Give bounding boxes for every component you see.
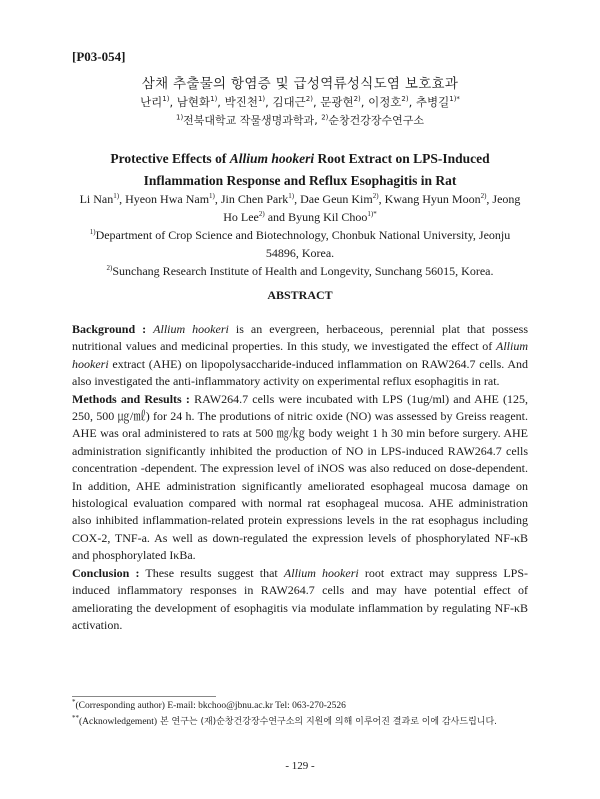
author-separator: and bbox=[264, 210, 289, 224]
english-affiliation-1 bbox=[72, 226, 528, 262]
author-separator: , bbox=[294, 192, 301, 206]
conclusion-paragraph bbox=[72, 565, 528, 635]
author-separator: , bbox=[169, 95, 177, 109]
author-name: Jin Chen Park bbox=[220, 192, 289, 206]
author-sup: 1)* bbox=[367, 210, 377, 218]
author-separator: , bbox=[486, 192, 493, 206]
author-sup: 1) bbox=[210, 95, 218, 104]
footnote-text: 본 연구는 (재)순창건강장수연구소의 지원에 의해 이루어진 결과로 이에 감사드립니다. bbox=[157, 717, 498, 727]
author-name: 남현화 bbox=[176, 95, 211, 109]
footnote-mark: ** bbox=[72, 713, 79, 722]
affil-text: Sunchang Research Institute of Health and Longevity, Sunchang 56015, Korea. bbox=[112, 264, 494, 278]
author-name: Kwang Hyun Moon bbox=[384, 192, 481, 206]
author-separator: , bbox=[265, 95, 273, 109]
paragraph-text: These results suggest that bbox=[139, 565, 284, 580]
footnote-text: (Corresponding author) E-mail: bkchoo@jbnu.ac.kr Tel: 063-270-2526 bbox=[75, 701, 346, 711]
author-sup: 2) bbox=[258, 210, 265, 218]
affil-sup: 1) bbox=[175, 113, 184, 122]
author-name: 이정호 bbox=[368, 95, 402, 109]
paragraph-text: root extract may suppress LPS-induced inflammatory responses in RAW264.7 cells and may have potential effect of ameliorating the development of esophagitis via modulate inflammation by regulating NF-κB activation. bbox=[72, 565, 528, 632]
affil-text: 순창건강장수연구소 bbox=[328, 114, 425, 127]
author-sup: 2) bbox=[305, 95, 313, 104]
author-name: Byung Kil Choo bbox=[288, 210, 368, 224]
author-separator: , bbox=[378, 192, 385, 206]
section-label: Conclusion : bbox=[72, 565, 140, 580]
footnote-mark: * bbox=[72, 697, 76, 706]
abstract-heading: ABSTRACT bbox=[267, 288, 333, 302]
species-name: Allium hookeri bbox=[72, 339, 528, 371]
author-name: Jeong Ho Lee bbox=[223, 192, 521, 224]
footnote-divider bbox=[72, 696, 216, 697]
author-sup: 2) bbox=[480, 192, 487, 200]
author-sup: 1) bbox=[209, 192, 215, 200]
species-name: Allium hookeri bbox=[153, 322, 229, 336]
title-species: Allium hookeri bbox=[229, 151, 315, 166]
english-author-list bbox=[72, 190, 528, 226]
affil-sup: 2) bbox=[321, 113, 329, 122]
author-separator: , bbox=[408, 95, 416, 109]
affil-text: Department of Crop Science and Biotechnology, Chonbuk National University, Jeonju 54896, Korea. bbox=[95, 228, 511, 260]
abstract-code: [P03-054] bbox=[72, 49, 126, 64]
author-name: Li Nan bbox=[79, 192, 114, 206]
author-separator: , bbox=[360, 95, 369, 109]
author-name: 박진천 bbox=[224, 95, 258, 109]
footnote-acknowledgement bbox=[72, 714, 497, 727]
title-part: Protective Effects of bbox=[110, 151, 230, 166]
author-name: Dae Geun Kim bbox=[300, 192, 373, 206]
english-affiliation-2 bbox=[72, 262, 528, 280]
author-name: 김대근 bbox=[272, 95, 306, 109]
background-paragraph bbox=[72, 321, 528, 391]
korean-author-list bbox=[0, 94, 600, 110]
author-name: 문광현 bbox=[320, 95, 354, 109]
species-name: Allium hookeri bbox=[283, 565, 359, 580]
author-sup: 1) bbox=[113, 192, 120, 200]
paragraph-text: RAW264.7 cells were incubated with LPS (1ug/ml) and AHE (125, 250, 500 ㎍/㎖) for 24 h. The produtions of nitric oxide (NO) was assessed by Greiss reagent. AHE was oral administered to rats at 500 ㎎/㎏ body weight 1 h 30 min before surgery. AHE administration significantly inhibited the production of NO in LPS-induced RAW264.7 cells concentration -dependent. The expression level of iNOS was also reduced on dose-dependent. In addition, AHE administration significantly ameliorated esophageal mucosa damage on histological evaluation compared with normal rat esophageal mucosa. AHE administration also inhibited inflammation-related protein expressions levels in the rat esophagus including COX-2, TNF-a. As well as down-regulated the expression levels of phosphorylated NF-κB and phosphorylated IκBa. bbox=[72, 391, 528, 563]
author-sup: 1) bbox=[257, 95, 266, 104]
affil-sup: 1) bbox=[89, 228, 96, 236]
page-number: - 129 - bbox=[285, 760, 315, 772]
section-label: Background : bbox=[72, 322, 147, 336]
author-separator: , bbox=[119, 192, 126, 206]
korean-title: 삼채 추출물의 항염증 및 급성역류성식도염 보호효과 bbox=[141, 76, 459, 92]
author-sup: 1) bbox=[288, 192, 295, 200]
author-sup: 1)* bbox=[449, 95, 460, 104]
author-name: 난리 bbox=[140, 95, 163, 109]
author-separator: , bbox=[214, 192, 221, 206]
methods-paragraph bbox=[72, 391, 528, 565]
author-sup: 2) bbox=[353, 95, 361, 104]
author-name: 추병길 bbox=[415, 95, 450, 109]
author-separator: , bbox=[217, 95, 225, 109]
abstract-body bbox=[72, 321, 528, 634]
paragraph-text: extract (AHE) on lipopolysaccharide-induced inflammation on RAW264.7 cells. And also investigated the anti-inflammatory activity on experimental reflux esophagitis in rat. bbox=[72, 356, 528, 389]
affil-sup: 2) bbox=[106, 264, 113, 272]
korean-affiliations: $^{1)}$전북대학교 작물생명과학과, $^{2)}$순창건강장수연구소 bbox=[175, 113, 425, 127]
author-sup: 2) bbox=[372, 192, 379, 200]
author-name: Hyeon Hwa Nam bbox=[125, 192, 210, 206]
author-sup: 1) bbox=[162, 95, 170, 104]
paragraph-text: is an evergreen, herbaceous, perennial plat that possess nutritional values and medicinal properties. In this study, we investigated the effect of bbox=[72, 322, 528, 354]
title-part: Root Extract on LPS-Induced Inflammation Response and Reflux Esophagitis in Rat bbox=[143, 151, 490, 188]
english-title bbox=[72, 148, 528, 192]
section-label: Methods and Results : bbox=[72, 391, 190, 406]
author-separator: , bbox=[312, 95, 321, 109]
author-sup: 2) bbox=[401, 95, 409, 104]
affil-text: 전북대학교 작물생명과학과 bbox=[183, 114, 315, 127]
footnote-corresponding-author bbox=[72, 697, 346, 711]
footnote-label: (Acknowledgement) bbox=[79, 717, 158, 727]
